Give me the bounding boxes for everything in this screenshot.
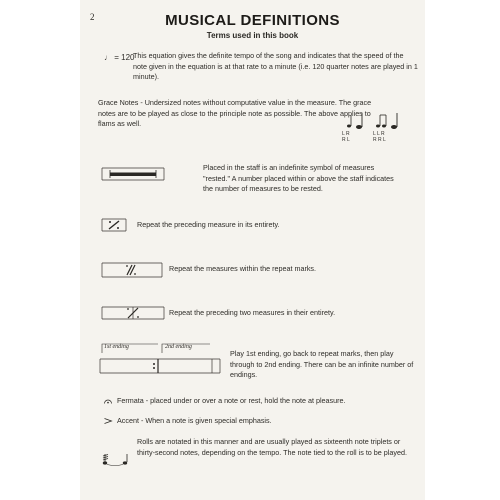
repeat-marks-definition: Repeat the measures within the repeat marks. (169, 264, 317, 273)
tempo-symbol: ♩ = 120 (104, 53, 135, 62)
rest-staff-icon (102, 166, 164, 182)
endings-definition: Play 1st ending, go back to repeat marks, then play through to 2nd ending. There can be an infinite number of endings. (230, 349, 414, 379)
page-subtitle: Terms used in this book (206, 31, 299, 40)
grace-note-example-2 (375, 112, 401, 132)
second-ending-label: 2nd ending (165, 344, 192, 350)
repeat-one-definition: Repeat the preceding measure in its entirety. (137, 220, 280, 229)
grace-notes-definition: Grace Notes - Undersized notes without computative value in the measure. The grace notes are to be played as close to the principle note as possible. The above applies to flams as well. (98, 98, 372, 128)
accent-icon (104, 418, 112, 424)
tempo-definition: This equation gives the definite tempo of the song and indicates that the speed of the note given in the equation is at that rate to a minute (i.e. 120 quarter notes are played in 1 minute). (133, 51, 418, 81)
fermata-icon (104, 398, 112, 404)
repeat-marks-icon (102, 261, 162, 279)
rest-definition: Placed in the staff is an indefinite symbol of measures "rested." A number placed within or above the staff indicates the number of measures to be rested. (203, 163, 394, 193)
grace-sticking-2: L L R R R L (373, 131, 386, 143)
repeat-two-icon (102, 305, 164, 321)
roll-icon (101, 452, 133, 466)
accent-definition: Accent - When a note is given special emphasis. (117, 416, 272, 425)
rolls-definition: Rolls are notated in this manner and are usually played as sixteenth note triplets or thirty-second notes, depending on the tempo. The note tied to the roll is to be played. (137, 437, 407, 457)
repeat-two-definition: Repeat the preceding two measures in their entirety. (169, 308, 336, 317)
page-number: 2 (90, 12, 95, 22)
book-page (80, 0, 425, 500)
page-title: MUSICAL DEFINITIONS (165, 12, 340, 29)
grace-sticking-1: L R R L (342, 131, 350, 143)
repeat-measure-icon (102, 217, 126, 233)
fermata-definition: Fermata - placed under or over a note or rest, hold the note at pleasure. (117, 396, 346, 405)
grace-note-example-1 (345, 112, 367, 132)
first-ending-label: 1st ending (104, 344, 129, 350)
